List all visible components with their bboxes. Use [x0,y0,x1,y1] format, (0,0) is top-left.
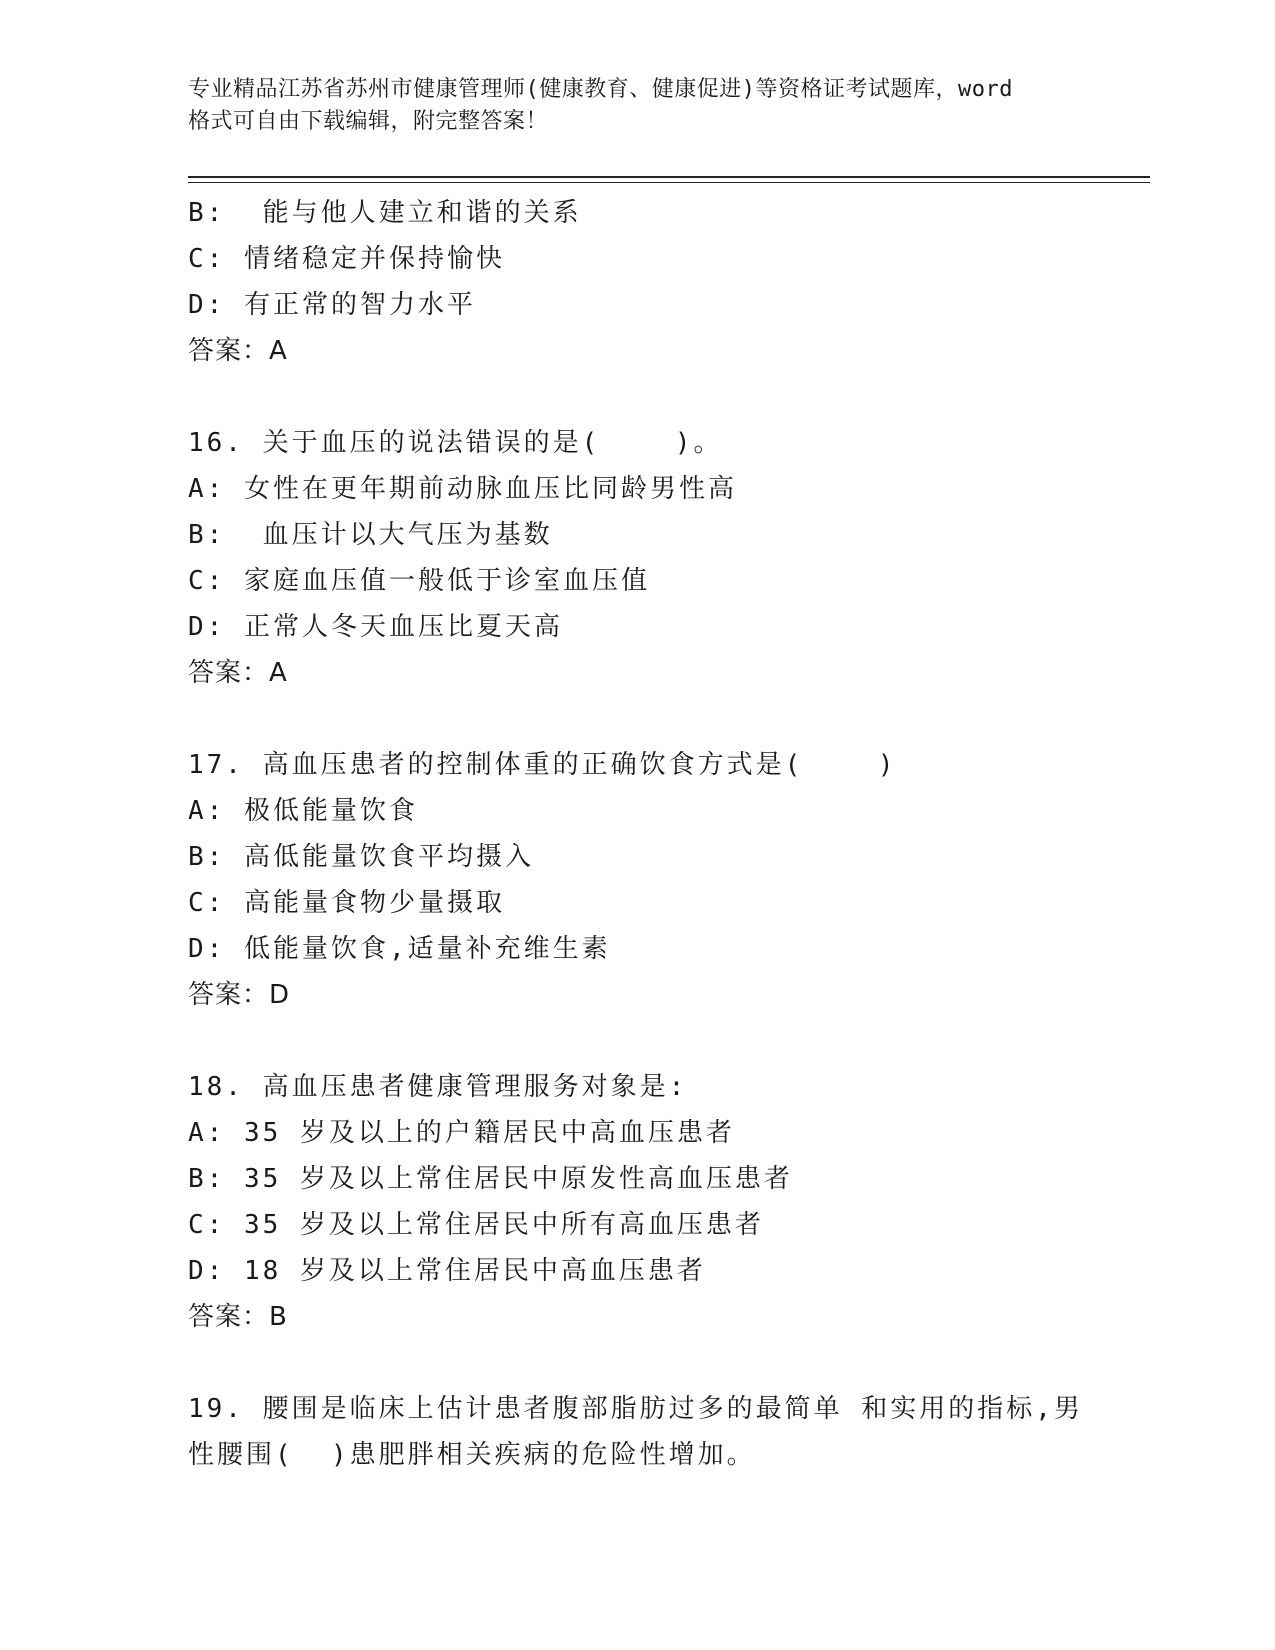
question-16 [188,420,1148,696]
option-c: C: 高能量食物少量摄取 [188,888,505,918]
question-stem-line-1: 19. 腰围是临床上估计患者腹部脂肪过多的最简单 和实用的指标,男 [188,1394,1083,1424]
question-stem: 18. 高血压患者健康管理服务对象是: [188,1072,688,1102]
header-line-2: 格式可自由下载编辑，附完整答案！ [188,109,549,134]
question-stem: 17. 高血压患者的控制体重的正确饮食方式是( ) [188,750,897,780]
answer: 答案：A [188,336,288,366]
option-a: A: 女性在更年期前动脉血压比同龄男性高 [188,474,737,504]
spacer [188,374,1148,420]
option-a: A: 35 岁及以上的户籍居民中高血压患者 [188,1118,735,1148]
header-divider-thick [188,176,1150,178]
answer: 答案：D [188,980,291,1010]
option-a: A: 极低能量饮食 [188,796,418,826]
option-d: D: 低能量饮食,适量补充维生素 [188,934,611,964]
header-divider-thin [188,182,1150,183]
document-header [188,74,1088,138]
question-15-continued [188,190,1148,374]
option-c: C: 35 岁及以上常住居民中所有高血压患者 [188,1210,764,1240]
option-b: B: 能与他人建立和谐的关系 [188,198,582,228]
spacer [188,696,1148,742]
question-stem-line-2: 性腰围( )患肥胖相关疾病的危险性增加。 [188,1440,756,1470]
option-c: C: 情绪稳定并保持愉快 [188,244,505,274]
option-d: D: 有正常的智力水平 [188,290,476,320]
option-b: B: 35 岁及以上常住居民中原发性高血压患者 [188,1164,793,1194]
option-c: C: 家庭血压值一般低于诊室血压值 [188,566,650,596]
answer: 答案：B [188,1302,288,1332]
option-d: D: 18 岁及以上常住居民中高血压患者 [188,1256,706,1286]
option-b: B: 血压计以大气压为基数 [188,520,553,550]
option-d: D: 正常人冬天血压比夏天高 [188,612,563,642]
spacer [188,1018,1148,1064]
question-18 [188,1064,1148,1340]
question-17 [188,742,1148,1018]
question-19 [188,1386,1083,1478]
question-stem: 16. 关于血压的说法错误的是( )。 [188,428,723,458]
answer: 答案：A [188,658,288,688]
option-b: B: 高低能量饮食平均摄入 [188,842,534,872]
question-list [188,190,1148,1478]
header-line-1: 专业精品江苏省苏州市健康管理师(健康教育、健康促进)等资格证考试题库，word [188,77,1013,102]
spacer [188,1340,1148,1386]
